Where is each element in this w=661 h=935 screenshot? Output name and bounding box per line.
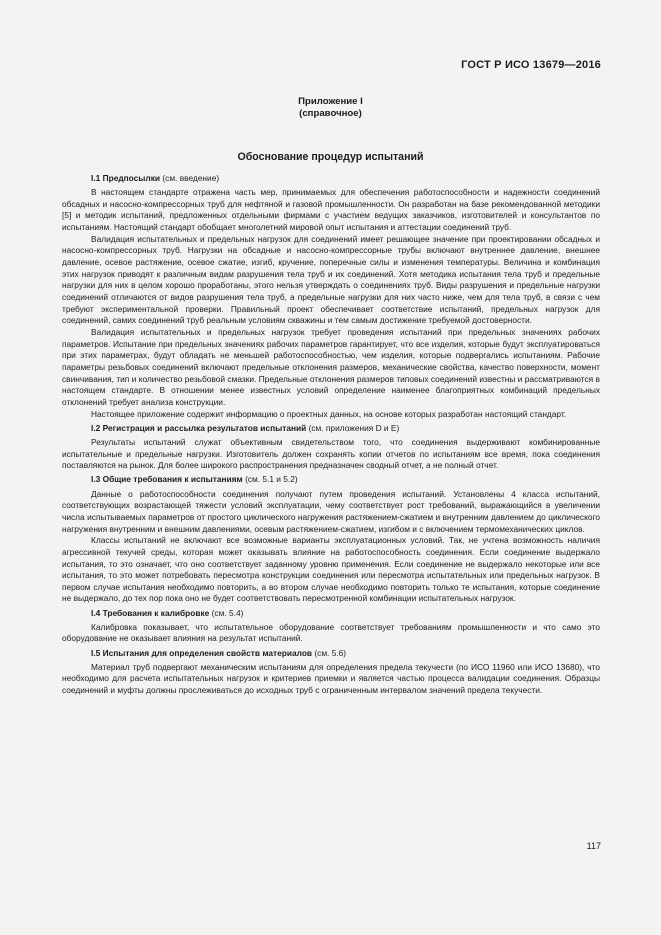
appendix-type: (справочное): [299, 108, 362, 119]
section-heading-i1: [62, 173, 600, 185]
document-header: ГОСТ Р ИСО 13679—2016: [461, 59, 601, 71]
section-reference: (см. 5.1 и 5.2): [245, 474, 298, 485]
paragraph: Валидация испытательных и предельных нагрузок требует проведения испытаний при предельных значениях рабочих параметров. Испытание при предельных значениях рабочих параметров гарантирует, что все изделия, которые будут эксплуатироваться при этих параметрах, будут обладать не меньшей работоспособностью, чем изделия, которые подвергались испытаниям. Рабочие параметры резьбовых соединений включают предельные отклонения размеров, механические свойства, качество поверхности, момент свинчивания, тип и количество резьбовой смазки. Предельные отклонения размеров типовых соединений известны и рассматриваются в настоящем стандарте. В отношении менее известных условий определение наименее благоприятных комбинаций предельных отклонений требует анализа конструкции.: [62, 327, 600, 407]
section-heading-i3: [62, 474, 600, 486]
paragraph: В настоящем стандарте отражена часть мер, принимаемых для обеспечения работоспособности и надежности соединений обсадных и насосно-компрессорных труб для нефтяной и газовой промышленности. Он разработан на базе рекомендованной методики [5] и методик испытаний, предложенных отдельными фирмами с участием ведущих заказчиков, изготовителей и консультантов по испытаниям. Настоящий стандарт обобщает многолетний мировой опыт испытания и аттестации соединений труб.: [62, 187, 600, 233]
paragraph: Калибровка показывает, что испытательное оборудование соответствует требованиям промышленности и что само это оборудование не оказывает влияния на результат испытаний.: [62, 621, 600, 644]
section-title: Регистрация и рассылка результатов испытаний: [102, 422, 307, 433]
paragraph: Материал труб подвергают механическим испытаниям для определения предела текучести (по ИСО 11960 или ИСО 13680), что необходимо для расчета испытательных нагрузок и критериев приемки и является частью процесса валидации соединения. Образцы соединений и муфты должны прослеживаться до исходных труб с ограниченным интервалом значений предела текучести.: [62, 661, 600, 696]
section-number: I.4: [91, 607, 101, 618]
page-number: 117: [586, 841, 601, 851]
section-title: Испытания для определения свойств материалов: [102, 647, 313, 658]
section-heading-i4: [62, 608, 600, 620]
section-number: I.3: [91, 474, 101, 485]
section-reference: (см. 5.4): [211, 607, 244, 618]
appendix-heading: [0, 96, 661, 120]
section-heading-i5: [62, 648, 600, 660]
body-text: [62, 173, 600, 697]
paragraph: Данные о работоспособности соединения получают путем проведения испытаний. Установлены 4 класса испытаний, соответствующих возрастающей тяжести условий эксплуатации, чему соответствует рост требований, выражающийся в увеличении числа испытываемых параметров от простого циклического нагружения растяжением-сжатием и внутренним давлением до циклического нагружения внутренним и внешним давлениями, осевым растяжением-сжатием, изгибом и с включением термомеханических циклов.: [62, 488, 600, 534]
paragraph: Классы испытаний не включают все возможные варианты эксплуатационных условий. Так, не учтена возможность наличия агрессивной текучей среды, которая может оказывать влияние на работоспособность соединения. Если соединение выдержало испытания, то это означает, что оно соответствует заданному уровню применения. Если соединение не выдержало некоторые или все испытания, то это может потребовать пересмотра конструкции соединения или пересмотра испытательных или предельных нагрузок. В первом случае испытания необходимо повторить, а во втором случае необходимо повторить только те испытания, которые соединение не выдержало, до тех пор пока оно не будет соответствовать пересмотренной комбинации испытательных нагрузок.: [62, 535, 600, 604]
section-title: Общие требования к испытаниям: [102, 474, 243, 485]
section-number: I.5: [91, 647, 101, 658]
section-heading-i2: [62, 423, 600, 435]
main-title: Обоснование процедур испытаний: [237, 151, 424, 163]
paragraph: Валидация испытательных и предельных нагрузок для соединений имеет решающее значение при проектировании обсадных и насосно-компрессорных труб. Нагрузки на обсадные и насосно-компрессорные трубы включают внутреннее давление, внешнее давление, осевое растяжение, осевое сжатие, изгиб, кручение, поперечные силы и изменения температуры. Величина и комбинация этих нагрузок приводят к различным видам разрушения тела труб и их соединений. Хотя методика испытания тела труб и предельные нагрузки для них в целом хорошо проработаны, этого нельзя утверждать о соединениях труб. Виды разрушения и предельные нагрузки соединений отличаются от видов разрушения тела труб, а предельные нагрузки для них часто ниже, чем для тела труб, в связи с чем требуют экспериментальной проверки. Правильный проект обеспечивает соответствие испытаний, предельных нагрузок для соединений, самих соединений труб реальным условиям скважины и тем самым достижение требуемой достоверности.: [62, 233, 600, 326]
section-number: I.1: [91, 173, 101, 183]
appendix-label: Приложение I: [298, 96, 363, 107]
section-reference: (см. 5.6): [314, 647, 347, 658]
section-title: Предпосылки: [102, 173, 161, 183]
section-number: I.2: [91, 422, 101, 433]
paragraph: Результаты испытаний служат объективным свидетельством того, что соединения выдерживают комбинированные испытательные и предельные нагрузки. Изготовитель должен сохранять копии отчетов по испытаниям все время, пока соединения поставляются на рынок. Для более широкого распространения предназначен сводный отчет, а не полный отчет.: [62, 436, 600, 471]
section-title: Требования к калибровке: [102, 607, 210, 618]
paragraph: Настоящее приложение содержит информацию о проектных данных, на основе которых разработан настоящий стандарт.: [91, 408, 567, 419]
section-reference: (см. введение): [162, 173, 220, 183]
section-reference: (см. приложения D и E): [308, 422, 400, 433]
